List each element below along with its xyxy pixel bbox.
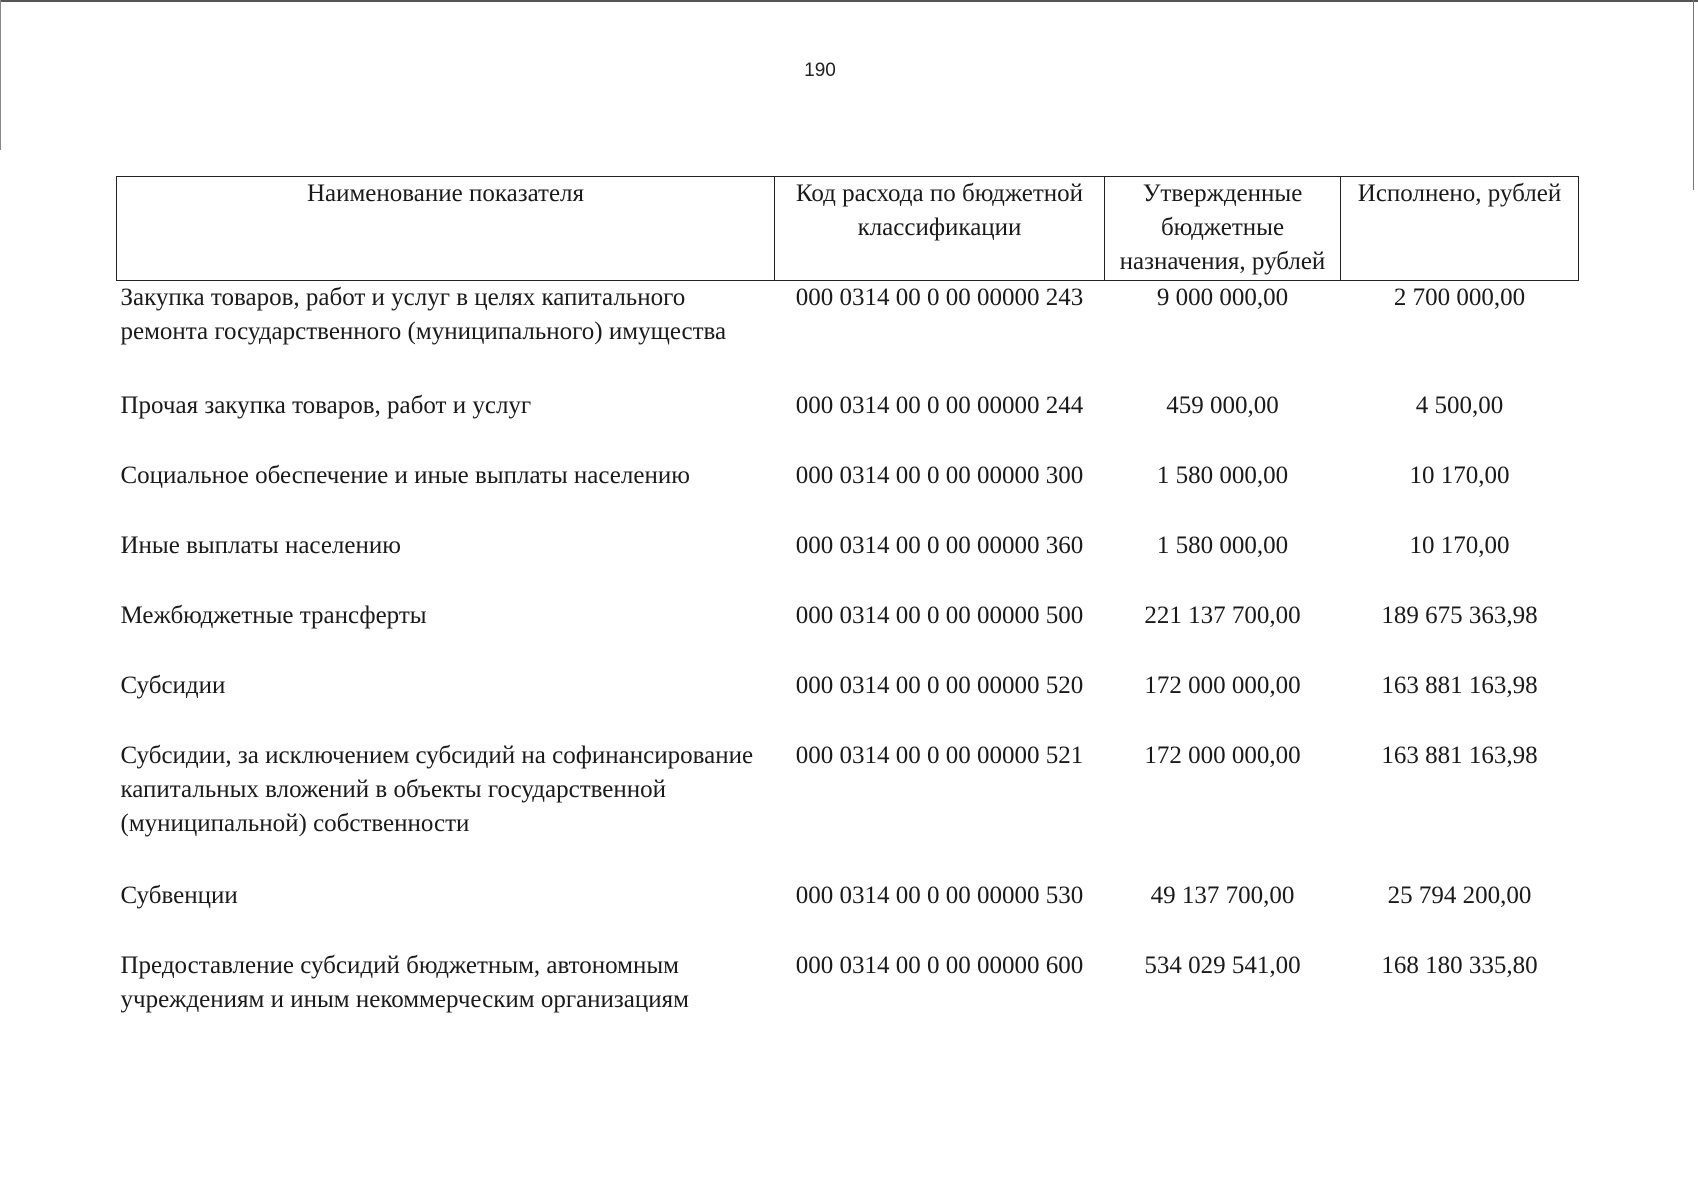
executed-amount: 168 180 335,80 <box>1381 951 1538 979</box>
approved-amount: 1 580 000,00 <box>1156 461 1289 489</box>
header-executed-amount: Исполнено, рублей <box>1341 177 1579 281</box>
scan-edge-top <box>0 0 1698 2</box>
header-approved-amount: Утвержденные бюджетные назначения, рублей <box>1105 177 1341 281</box>
executed-amount: 10 170,00 <box>1409 531 1510 559</box>
approved-amount: 9 000 000,00 <box>1156 284 1289 311</box>
indicator-name: Субвенции <box>120 881 238 909</box>
indicator-name: Субсидии, за исключением субсидий на софинансирование капитальных вложений в объекты государственной (муниципальной) собственности <box>120 741 754 837</box>
executed-amount: 163 881 163,98 <box>1381 671 1538 699</box>
table-row <box>117 669 1579 739</box>
indicator-name: Иные выплаты населению <box>120 531 401 559</box>
approved-amount: 534 029 541,00 <box>1144 951 1301 979</box>
table-row <box>117 459 1579 529</box>
expense-code: 000 0314 00 0 00 00000 360 <box>795 531 1084 559</box>
expense-code: 000 0314 00 0 00 00000 300 <box>795 461 1084 489</box>
header-row <box>117 177 1579 281</box>
expense-code: 000 0314 00 0 00 00000 243 <box>795 284 1084 311</box>
executed-amount: 10 170,00 <box>1409 461 1510 489</box>
executed-amount: 4 500,00 <box>1415 391 1504 419</box>
executed-amount: 189 675 363,98 <box>1381 601 1538 629</box>
table-row <box>117 529 1579 599</box>
scan-edge-right <box>1693 0 1694 190</box>
indicator-name: Социальное обеспечение и иные выплаты населению <box>120 461 690 489</box>
approved-amount: 1 580 000,00 <box>1156 531 1289 559</box>
table-row <box>117 739 1579 879</box>
executed-amount: 25 794 200,00 <box>1387 881 1532 909</box>
approved-amount: 459 000,00 <box>1166 391 1279 419</box>
header-expense-code: Код расхода по бюджетной классификации <box>775 177 1105 281</box>
scan-edge-left <box>0 0 1 150</box>
table-row <box>117 879 1579 949</box>
approved-amount: 221 137 700,00 <box>1144 601 1301 629</box>
table-body <box>117 281 1579 1029</box>
table-row <box>117 389 1579 459</box>
header-indicator-name: Наименование показателя <box>117 177 775 281</box>
executed-amount: 2 700 000,00 <box>1393 284 1526 311</box>
indicator-name: Предоставление субсидий бюджетным, автономным учреждениям и иным некоммерческим организациям <box>120 951 689 1013</box>
table-row <box>117 949 1579 1029</box>
expense-code: 000 0314 00 0 00 00000 530 <box>795 881 1084 909</box>
budget-execution-table <box>116 176 1579 1029</box>
expense-code: 000 0314 00 0 00 00000 521 <box>795 741 1084 769</box>
approved-amount: 49 137 700,00 <box>1150 881 1295 909</box>
table-row <box>117 281 1579 389</box>
table-row <box>117 599 1579 669</box>
expense-code: 000 0314 00 0 00 00000 520 <box>795 671 1084 699</box>
approved-amount: 172 000 000,00 <box>1144 741 1301 769</box>
indicator-name: Межбюджетные трансферты <box>120 601 427 629</box>
indicator-name: Закупка товаров, работ и услуг в целях капитального ремонта государственного (муниципального) имущества <box>120 284 727 345</box>
expense-code: 000 0314 00 0 00 00000 244 <box>795 391 1084 419</box>
page-number: 190 <box>804 60 836 81</box>
indicator-name: Субсидии <box>120 671 226 699</box>
approved-amount: 172 000 000,00 <box>1144 671 1301 699</box>
expense-code: 000 0314 00 0 00 00000 600 <box>795 951 1084 979</box>
indicator-name: Прочая закупка товаров, работ и услуг <box>120 391 532 419</box>
table-header <box>117 177 1579 281</box>
executed-amount: 163 881 163,98 <box>1381 741 1538 769</box>
expense-code: 000 0314 00 0 00 00000 500 <box>795 601 1084 629</box>
